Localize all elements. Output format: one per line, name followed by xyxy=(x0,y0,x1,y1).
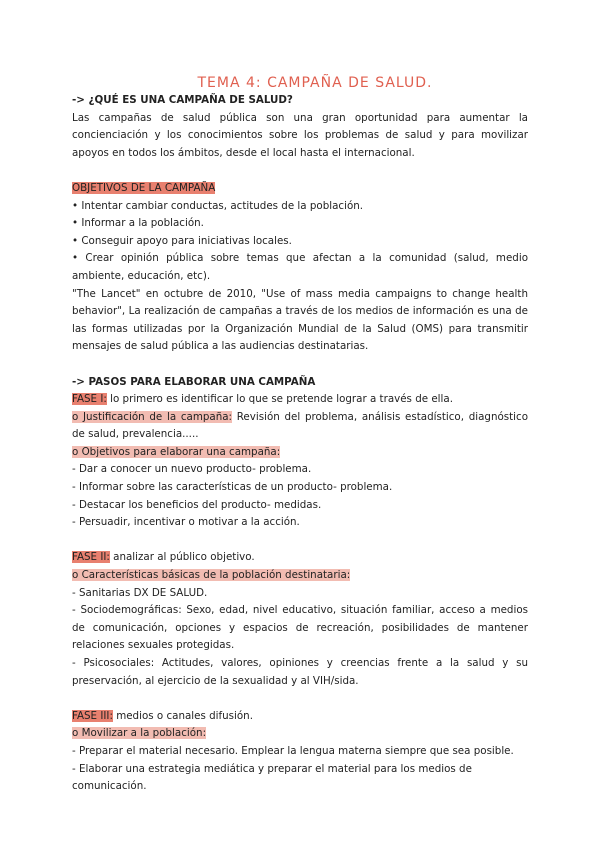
subheading: o Características básicas de la población destinataria: xyxy=(72,569,351,582)
subheading: o Justificación de la campaña: xyxy=(72,410,233,423)
subheading: o Movilizar a la población: xyxy=(72,727,207,740)
section-heading: -> ¿QUÉ ES UNA CAMPAÑA DE SALUD? xyxy=(72,94,293,106)
highlighted-heading: OBJETIVOS DE LA CAMPAÑA xyxy=(72,181,216,194)
phase-text: analizar al público objetivo. xyxy=(109,551,255,564)
list-item: - Destacar los beneficios del producto- medidas. xyxy=(72,498,322,511)
document-content xyxy=(72,74,528,796)
bullet-item: • Informar a la población. xyxy=(72,217,204,230)
list-item: - Elaborar una estrategia mediática y preparar el material para los medios de comunicación. xyxy=(72,762,472,793)
phase-label: FASE I: xyxy=(72,393,107,406)
list-item: - Sociodemográficas: Sexo, edad, nivel educativo, situación familiar, acceso a medios de comunicación, opciones y espacios de recreación, posibilidades de mantener relaciones sexuales protegidas. xyxy=(72,604,528,652)
phase-text: lo primero es identificar lo que se pretende lograr a través de ella. xyxy=(106,393,453,406)
subtext: Revisión del problema, análisis estadístico, diagnóstico de salud, prevalencia..... xyxy=(72,410,528,441)
bullet-item: • Intentar cambiar conductas, actitudes de la población. xyxy=(72,199,364,212)
list-item: - Informar sobre las características de un producto- problema. xyxy=(72,481,393,494)
phase-text: medios o canales difusión. xyxy=(112,709,253,722)
paragraph: Las campañas de salud pública son una gran oportunidad para aumentar la concienciación y los conocimientos sobre los problemas de salud y para movilizar apoyos en todos los ámbitos, desde el local hasta el internacional. xyxy=(72,111,528,159)
section-heading: -> PASOS PARA ELABORAR UNA CAMPAÑA xyxy=(72,375,316,388)
list-item: - Dar a conocer un nuevo producto- problema. xyxy=(72,463,312,476)
list-item: - Persuadir, incentivar o motivar a la acción. xyxy=(72,516,300,529)
list-item: - Preparar el material necesario. Emplear la lengua materna siempre que sea posible. xyxy=(72,744,514,757)
subheading: o Objetivos para elaborar una campaña: xyxy=(72,445,281,458)
paragraph: "The Lancet" en octubre de 2010, "Use of mass media campaigns to change health behavior", La realización de campañas a través de los medios de información es una de las formas utilizadas por la Organización Mundial de la Salud (OMS) para transmitir mensajes de salud pública a las audiencias destinatarias. xyxy=(72,287,528,353)
page-title: TEMA 4: CAMPAÑA DE SALUD. xyxy=(197,75,433,91)
bullet-item: • Conseguir apoyo para iniciativas locales. xyxy=(72,234,292,247)
phase-label: FASE III: xyxy=(72,709,113,722)
list-item: - Sanitarias DX DE SALUD. xyxy=(72,586,208,599)
phase-label: FASE II: xyxy=(72,551,110,564)
list-item: - Psicosociales: Actitudes, valores, opiniones y creencias frente a la salud y su preservación, al ejercicio de la sexualidad y al VIH/sida. xyxy=(72,657,528,687)
bullet-item: • Crear opinión pública sobre temas que afectan a la comunidad (salud, medio ambiente, educación, etc). xyxy=(72,252,528,282)
